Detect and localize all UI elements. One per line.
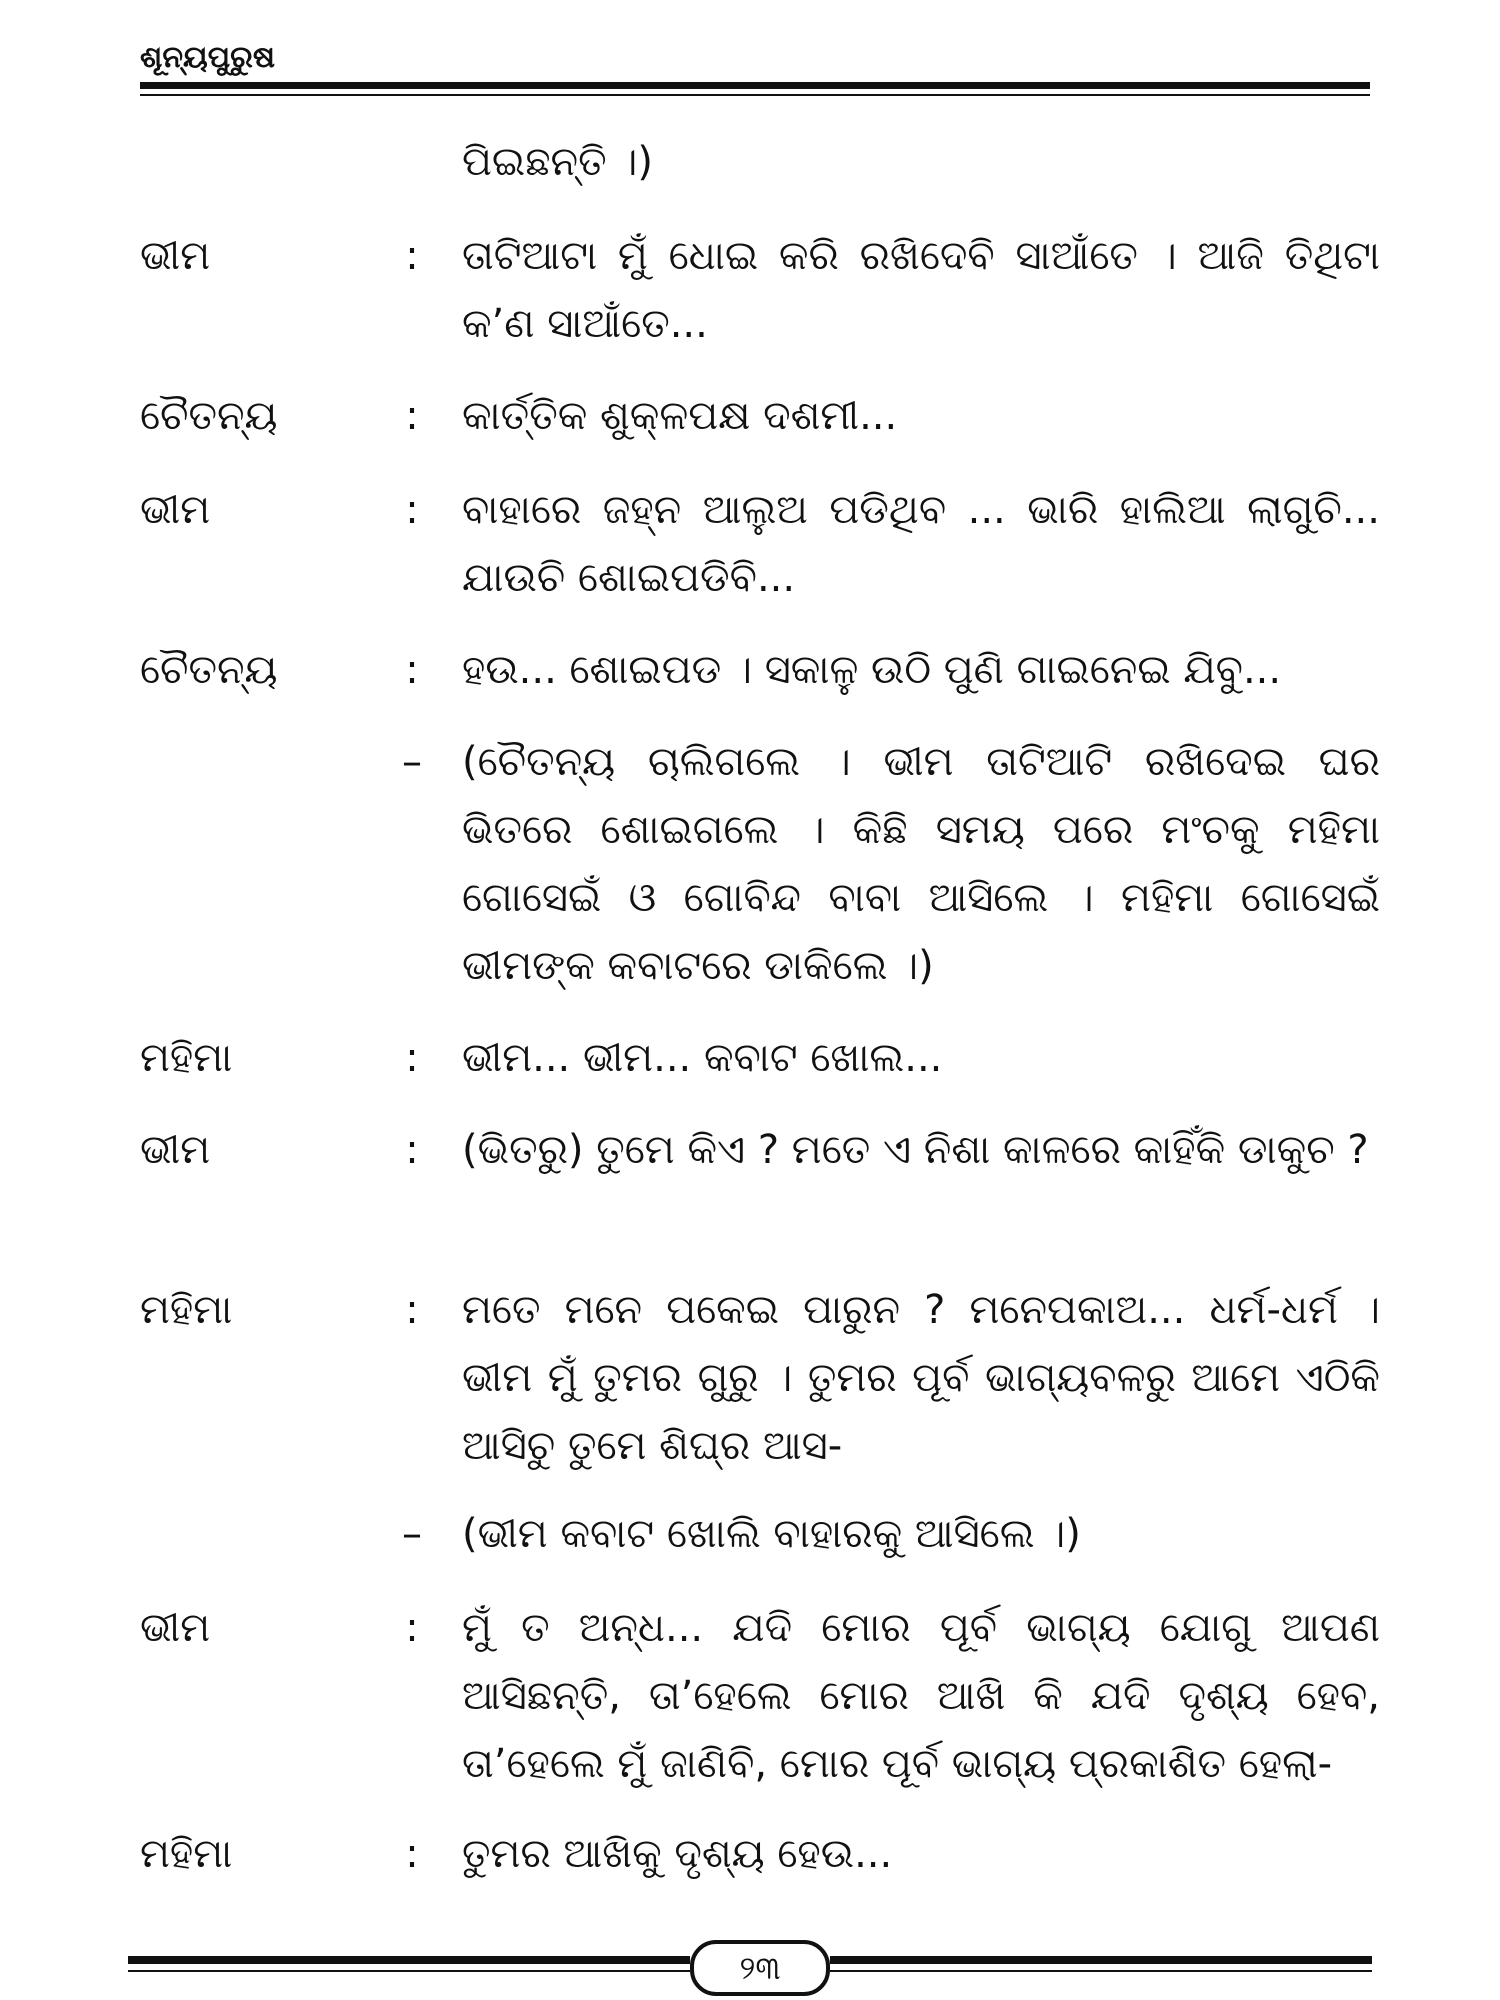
dialogue-text: ବାହାରେ ଜହ୍ନ ଆଲୁଅ ପଡିଥିବ ... ଭାରି ହାଲିଆ ଲାଗୁଚି... ଯାଉଚି ଶୋଇପଡିବି... — [462, 487, 1380, 601]
stage-direction-text: (ଚୈତନ୍ୟ ଚାଲିଗଲେ । ଭୀମ ତାଟିଆଟି ରଖିଦେଇ ଘର ଭିତରେ ଶୋଇଗଲେ । କିଛି ସମୟ ପରେ ମଂଚକୁ ମହିମା ଗୋସେଇଁ ଓ ଗୋବିନ୍ଦ ବାବା ଆସିଲେ । ମହିମା ଗୋସେଇଁ ଭୀମଙ୍କ କବାଟରେ ଡାକିଲେ ।) — [462, 739, 1380, 989]
speaker-name: ମହିମା — [140, 1035, 233, 1081]
page-number: ୨୩ — [690, 1940, 830, 1996]
footer-rule-right-thin — [830, 1970, 1372, 1972]
separator: : — [405, 647, 419, 693]
speaker-name: ମହିମା — [140, 1287, 233, 1333]
speaker-name: ଭୀମ — [140, 487, 211, 533]
speaker-name: ମହିମା — [140, 1831, 233, 1877]
dialogue-text: ତୁମର ଆଖିକୁ ଦୃଶ୍ୟ ହେଉ... — [462, 1831, 893, 1877]
dialogue-text: ମତେ ମନେ ପକେଇ ପାରୁନ ? ମନେପକାଅ... ଧର୍ମ-ଧର୍ମ । ଭୀମ ମୁଁ ତୁମର ଗୁରୁ । ତୁମର ପୂର୍ବ ଭାଗ୍ୟବଳରୁ ଆମେ ଏଠିକି ଆସିଚୁ ତୁମେ ଶିଘ୍ର ଆସ- — [462, 1287, 1380, 1469]
footer-rule-left — [128, 1956, 690, 1964]
footer-rule-right — [830, 1956, 1372, 1964]
speaker-name: ଭୀମ — [140, 233, 211, 279]
speaker-name: ଭୀମ — [140, 1605, 211, 1651]
running-header-title: ଶୂନ୍ୟପୁରୁଷ — [140, 40, 276, 75]
dialogue-text: ତାଟିଆଟା ମୁଁ ଧୋଇ କରି ରଖିଦେବି ସାଆଁତେ । ଆଜି ତିଥିଟା କ’ଣ ସାଆଁତେ... — [462, 233, 1380, 347]
header-rule-thin — [140, 94, 1370, 96]
separator: : — [405, 233, 419, 279]
separator: : — [405, 1831, 419, 1877]
separator: : — [405, 487, 419, 533]
separator: – — [402, 1511, 422, 1557]
header-rule — [140, 82, 1370, 89]
dialogue-text: ମୁଁ ତ ଅନ୍ଧ... ଯଦି ମୋର ପୂର୍ବ ଭାଗ୍ୟ ଯୋଗୁ ଆପଣ ଆସିଛନ୍ତି, ତା’ହେଲେ ମୋର ଆଖି କି ଯଦି ଦୃଶ୍ୟ ହେବ, ତା’ହେଲେ ମୁଁ ଜାଣିବି, ମୋର ପୂର୍ବ ଭାଗ୍ୟ ପ୍ରକାଶିତ ହେଲା- — [462, 1605, 1380, 1787]
dialogue-text: ହଉ... ଶୋଇପଡ । ସକାଳୁ ଉଠି ପୁଣି ଗାଇନେଇ ଯିବୁ... — [462, 647, 1282, 693]
stage-direction-text: (ଭୀମ କବାଟ ଖୋଲି ବାହାରକୁ ଆସିଲେ ।) — [462, 1511, 1081, 1557]
speaker-name: ଭୀମ — [140, 1127, 211, 1173]
dialogue-text: ପିଇଛନ୍ତି ।) — [462, 139, 653, 185]
dialogue-text: ଭୀମ... ଭୀମ... କବାଟ ଖୋଲ... — [462, 1035, 943, 1081]
separator: : — [405, 1605, 419, 1651]
dialogue-text: କାର୍ତ୍ତିକ ଶୁକ୍ଳପକ୍ଷ ଦଶମୀ... — [462, 393, 898, 439]
speaker-name: ଚୈତନ୍ୟ — [140, 647, 278, 693]
separator: : — [405, 1127, 419, 1173]
speaker-name: ଚୈତନ୍ୟ — [140, 393, 278, 439]
separator: : — [405, 1035, 419, 1081]
separator: – — [402, 739, 422, 785]
dialogue-text: (ଭିତରୁ) ତୁମେ କିଏ ? ମତେ ଏ ନିଶା କାଳରେ କାହିଁକି ଡାକୁଚ ? — [462, 1127, 1369, 1173]
separator: : — [405, 393, 419, 439]
separator: : — [405, 1287, 419, 1333]
footer-rule-left-thin — [128, 1970, 690, 1972]
